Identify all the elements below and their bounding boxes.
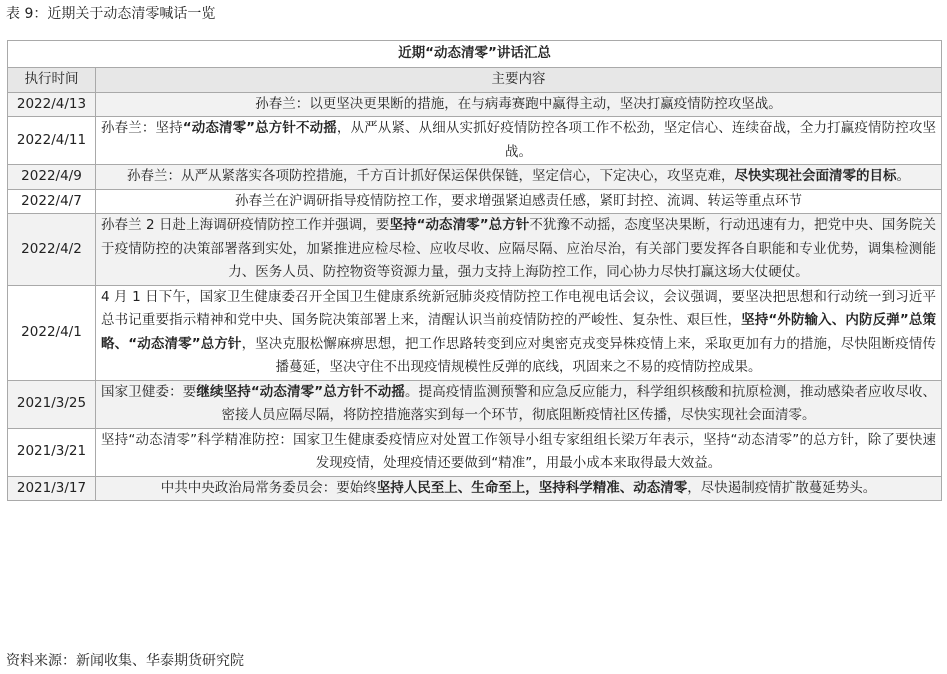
row-date: 2022/4/9 bbox=[8, 165, 96, 190]
content-text: 孙春兰 2 日赴上海调研疫情防控工作并强调，要 bbox=[101, 217, 390, 233]
content-text: 坚持“动态清零”科学精准防控：国家卫生健康委疫情应对处置工作领导小组专家组组长梁万年表示，坚持“动态清零”的总方针，除了要快速发现疫情，处理疫情还要做到“精准”，用最小成本来取得最大效益。 bbox=[101, 431, 936, 471]
speech-summary-table bbox=[7, 40, 942, 501]
table-row bbox=[8, 476, 942, 501]
row-date: 2022/4/1 bbox=[8, 285, 96, 380]
content-text: 国家卫健委：要 bbox=[101, 383, 197, 400]
table-header-row bbox=[8, 68, 942, 93]
table-row bbox=[8, 117, 942, 165]
content-text: ，从严从紧、从细从实抓好疫情防控各项工作不松劲，坚定信心、连续奋战，全力打赢疫情防控攻坚战。 bbox=[336, 120, 936, 160]
row-date: 2022/4/2 bbox=[8, 214, 96, 286]
content-text: 孙春兰：坚持 bbox=[101, 120, 183, 136]
content-text: 4 月 1 日下午，国家卫生健康委召开全国卫生健康系统新冠肺炎疫情防控工作电视电话会议，会议强调，要坚决把思想和行动统一到习近平总书记重要指示精神和党中央、国务院决策部署上来，清醒认识当前疫情防控的严峻性、复杂性、艰巨性， bbox=[101, 288, 936, 328]
table-row bbox=[8, 165, 942, 190]
row-date: 2022/4/11 bbox=[8, 117, 96, 165]
table-row bbox=[8, 428, 942, 476]
header-content: 主要内容 bbox=[96, 68, 942, 93]
header-date: 执行时间 bbox=[8, 68, 96, 93]
source-note: 资料来源：新闻收集、华泰期货研究院 bbox=[6, 653, 244, 669]
table-body bbox=[8, 92, 942, 501]
row-date: 2021/3/21 bbox=[8, 428, 96, 476]
content-text: 孙春兰在沪调研指导疫情防控工作，要求增强紧迫感责任感，紧盯封控、流调、转运等重点环节 bbox=[235, 192, 802, 209]
row-date: 2022/4/13 bbox=[8, 92, 96, 117]
row-date: 2021/3/17 bbox=[8, 476, 96, 501]
row-content bbox=[96, 92, 942, 117]
content-text: 。 bbox=[896, 168, 910, 184]
row-content bbox=[96, 189, 942, 214]
content-text: 中共中央政治局常务委员会：要始终 bbox=[160, 479, 377, 496]
table-row bbox=[8, 214, 942, 286]
table-row bbox=[8, 380, 942, 428]
row-content bbox=[96, 117, 942, 165]
row-content bbox=[96, 428, 942, 476]
content-text: 孙春兰：以更坚决更果断的措施，在与病毒赛跑中赢得主动，坚决打赢疫情防控攻坚战。 bbox=[255, 95, 782, 112]
row-content bbox=[96, 476, 942, 501]
content-text: ，坚决克服松懈麻痹思想，把工作思路转变到应对奥密克戎变异株疫情上来，采取更加有力的措施，尽快阻断疫情传播蔓延，坚决守住不出现疫情规模性反弹的底线，巩固来之不易的疫情防控成果。 bbox=[241, 335, 937, 375]
content-text: 孙春兰：从严从紧落实各项防控措施，千方百计抓好保运保供保链，坚定信心，下定决心，攻坚克难， bbox=[127, 168, 735, 184]
emphasis-text: 坚持“动态清零”总方针 bbox=[389, 217, 530, 233]
content-text: 。提高疫情监测预警和应急反应能力，科学组织核酸和抗原检测，推动感染者应收尽收、密接人员应隔尽隔，将防控措施落实到每一个环节，彻底阻断疫情社区传播，尽快实现社会面清零。 bbox=[221, 383, 937, 423]
row-date: 2022/4/7 bbox=[8, 189, 96, 214]
emphasis-text: 坚持“外防输入、内防反弹”总策略、“动态清零”总方针 bbox=[101, 312, 937, 352]
table-caption: 表 9：近期关于动态清零喊话一览 bbox=[6, 6, 216, 22]
row-content bbox=[96, 165, 942, 190]
row-content bbox=[96, 380, 942, 428]
emphasis-text: 继续坚持“动态清零”总方针不动摇 bbox=[196, 383, 405, 400]
table-title: 近期“动态清零”讲话汇总 bbox=[8, 41, 942, 68]
row-content bbox=[96, 214, 942, 286]
table-row bbox=[8, 189, 942, 214]
row-content bbox=[96, 285, 942, 380]
table-row bbox=[8, 285, 942, 380]
content-text: 不犹豫不动摇，态度坚决果断，行动迅速有力，把党中央、国务院关于疫情防控的决策部署落到实处，加紧推进应检尽检、应收尽收、应隔尽隔、应治尽治，有关部门要发挥各自职能和专业优势，调集检测能力、医务人员、防控物资等资源力量，强力支持上海防控工作，同心协力尽快打赢这场大仗硬仗。 bbox=[101, 217, 937, 280]
emphasis-text: 尽快实现社会面清零的目标 bbox=[734, 168, 897, 184]
emphasis-text: 坚持人民至上、生命至上，坚持科学精准、动态清零 bbox=[376, 479, 688, 496]
table-row bbox=[8, 92, 942, 117]
content-text: ，尽快遏制疫情扩散蔓延势头。 bbox=[687, 479, 877, 496]
emphasis-text: “动态清零”总方针不动摇 bbox=[182, 120, 337, 136]
row-date: 2021/3/25 bbox=[8, 380, 96, 428]
